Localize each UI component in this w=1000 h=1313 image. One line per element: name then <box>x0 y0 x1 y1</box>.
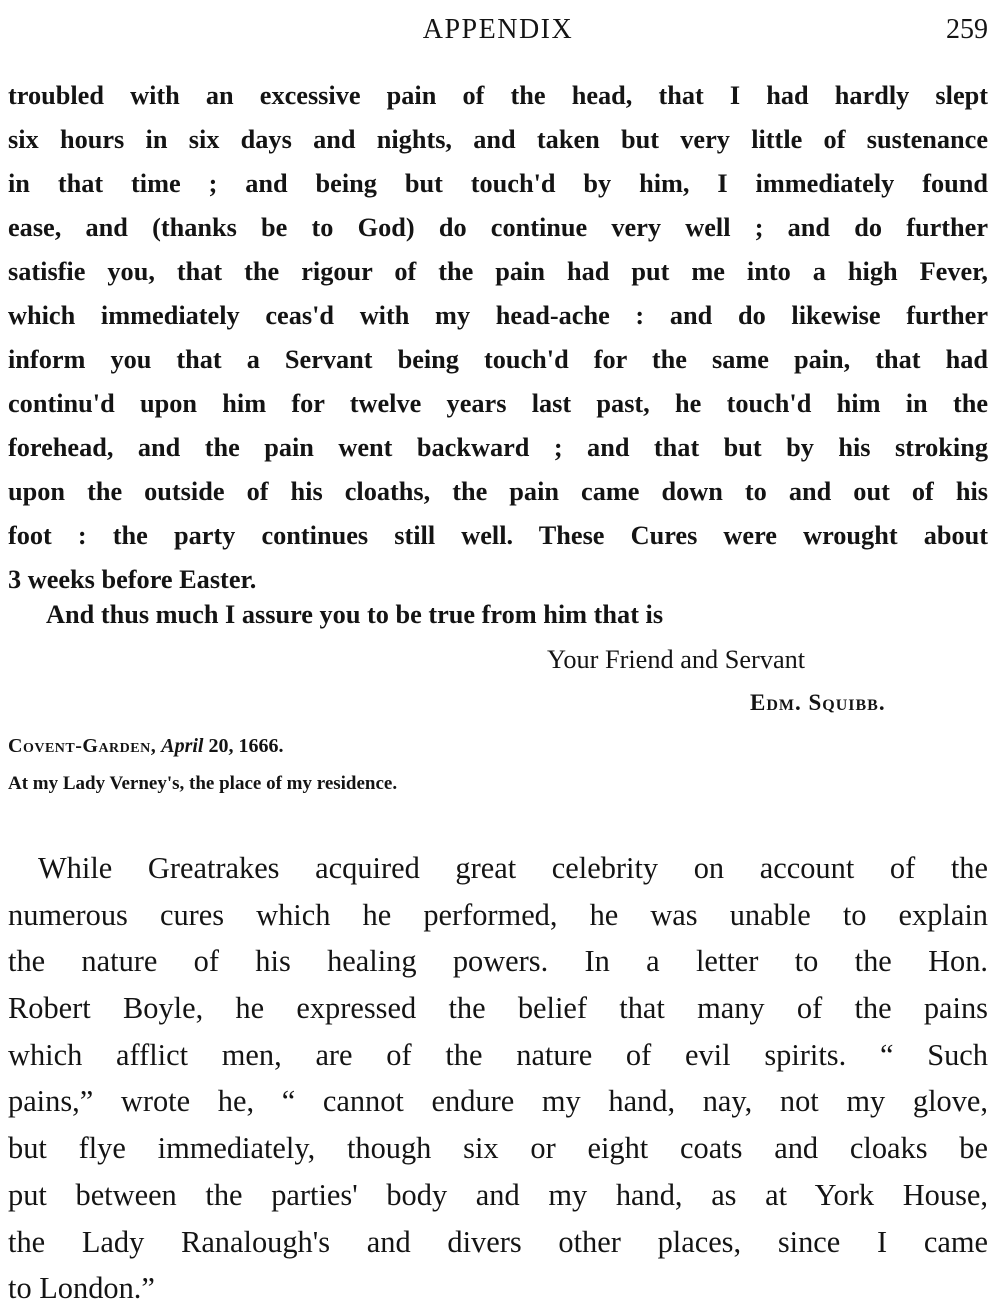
letter-line: 3 weeks before Easter. <box>8 565 257 594</box>
paragraph-line: Robert Boyle, he expressed the belief that many of the pains <box>8 991 988 1026</box>
paragraph-line: the Lady Ranalough's and divers other places, since I came <box>8 1224 988 1259</box>
letter-date-rest: 20, 1666. <box>208 735 284 757</box>
letter-line: inform you that a Servant being touch'd for the same pain, that had <box>8 345 988 374</box>
paragraph-line: While Greatrakes acquired great celebrity on account of the <box>38 851 988 885</box>
letter-residence: At my Lady Verney's, the place of my residence. <box>8 773 398 794</box>
paragraph-line: put between the parties' body and my hand, as at York House, <box>8 1177 988 1212</box>
paragraph-line: the nature of his healing powers. In a letter to the Hon. <box>8 944 988 979</box>
letter-line: foot : the party continues still well. These Cures were wrought about <box>8 521 988 550</box>
paragraph-line: pains,” wrote he, “ cannot endure my hand, nay, not my glove, <box>8 1084 988 1119</box>
paragraph-line: numerous cures which he performed, he was unable to explain <box>8 897 988 932</box>
page-number: 259 <box>946 14 988 45</box>
paragraph-line: to London.” <box>8 1271 155 1306</box>
letter-line: troubled with an excessive pain of the head, that I had hardly slept <box>8 81 988 110</box>
narrative-paragraph <box>8 845 988 1312</box>
letter-line: which immediately ceas'd with my head-ache : and do likewise further <box>8 301 988 330</box>
letter-place: Covent-Garden, <box>8 735 157 757</box>
letter-line: forehead, and the pain went backward ; and that but by his stroking <box>8 433 988 462</box>
letter-place-date <box>8 735 283 758</box>
letter-line: six hours in six days and nights, and taken but very little of sustenance <box>8 125 988 154</box>
running-title: APPENDIX <box>422 14 574 45</box>
letter-line: in that time ; and being but touch'd by him, I immediately found <box>8 169 988 198</box>
letter-line: upon the outside of his cloaths, the pain came down to and out of his <box>8 477 988 506</box>
paragraph-line: but flye immediately, though six or eight coats and cloaks be <box>8 1131 988 1166</box>
running-header <box>8 10 988 50</box>
letter-assurance: And thus much I assure you to be true from him that is <box>46 600 664 629</box>
quoted-letter <box>8 74 988 602</box>
letter-date-month: April <box>161 735 204 757</box>
letter-line: satisfie you, that the rigour of the pain had put me into a high Fever, <box>8 257 988 286</box>
letter-line: continu'd upon him for twelve years last past, he touch'd him in the <box>8 389 988 418</box>
letter-closing: Your Friend and Servant <box>547 645 806 674</box>
paragraph-line: which afflict men, are of the nature of evil spirits. “ Such <box>8 1037 988 1072</box>
letter-signature: Edm. Squibb. <box>750 690 886 715</box>
letter-line: ease, and (thanks be to God) do continue very well ; and do further <box>8 213 988 242</box>
